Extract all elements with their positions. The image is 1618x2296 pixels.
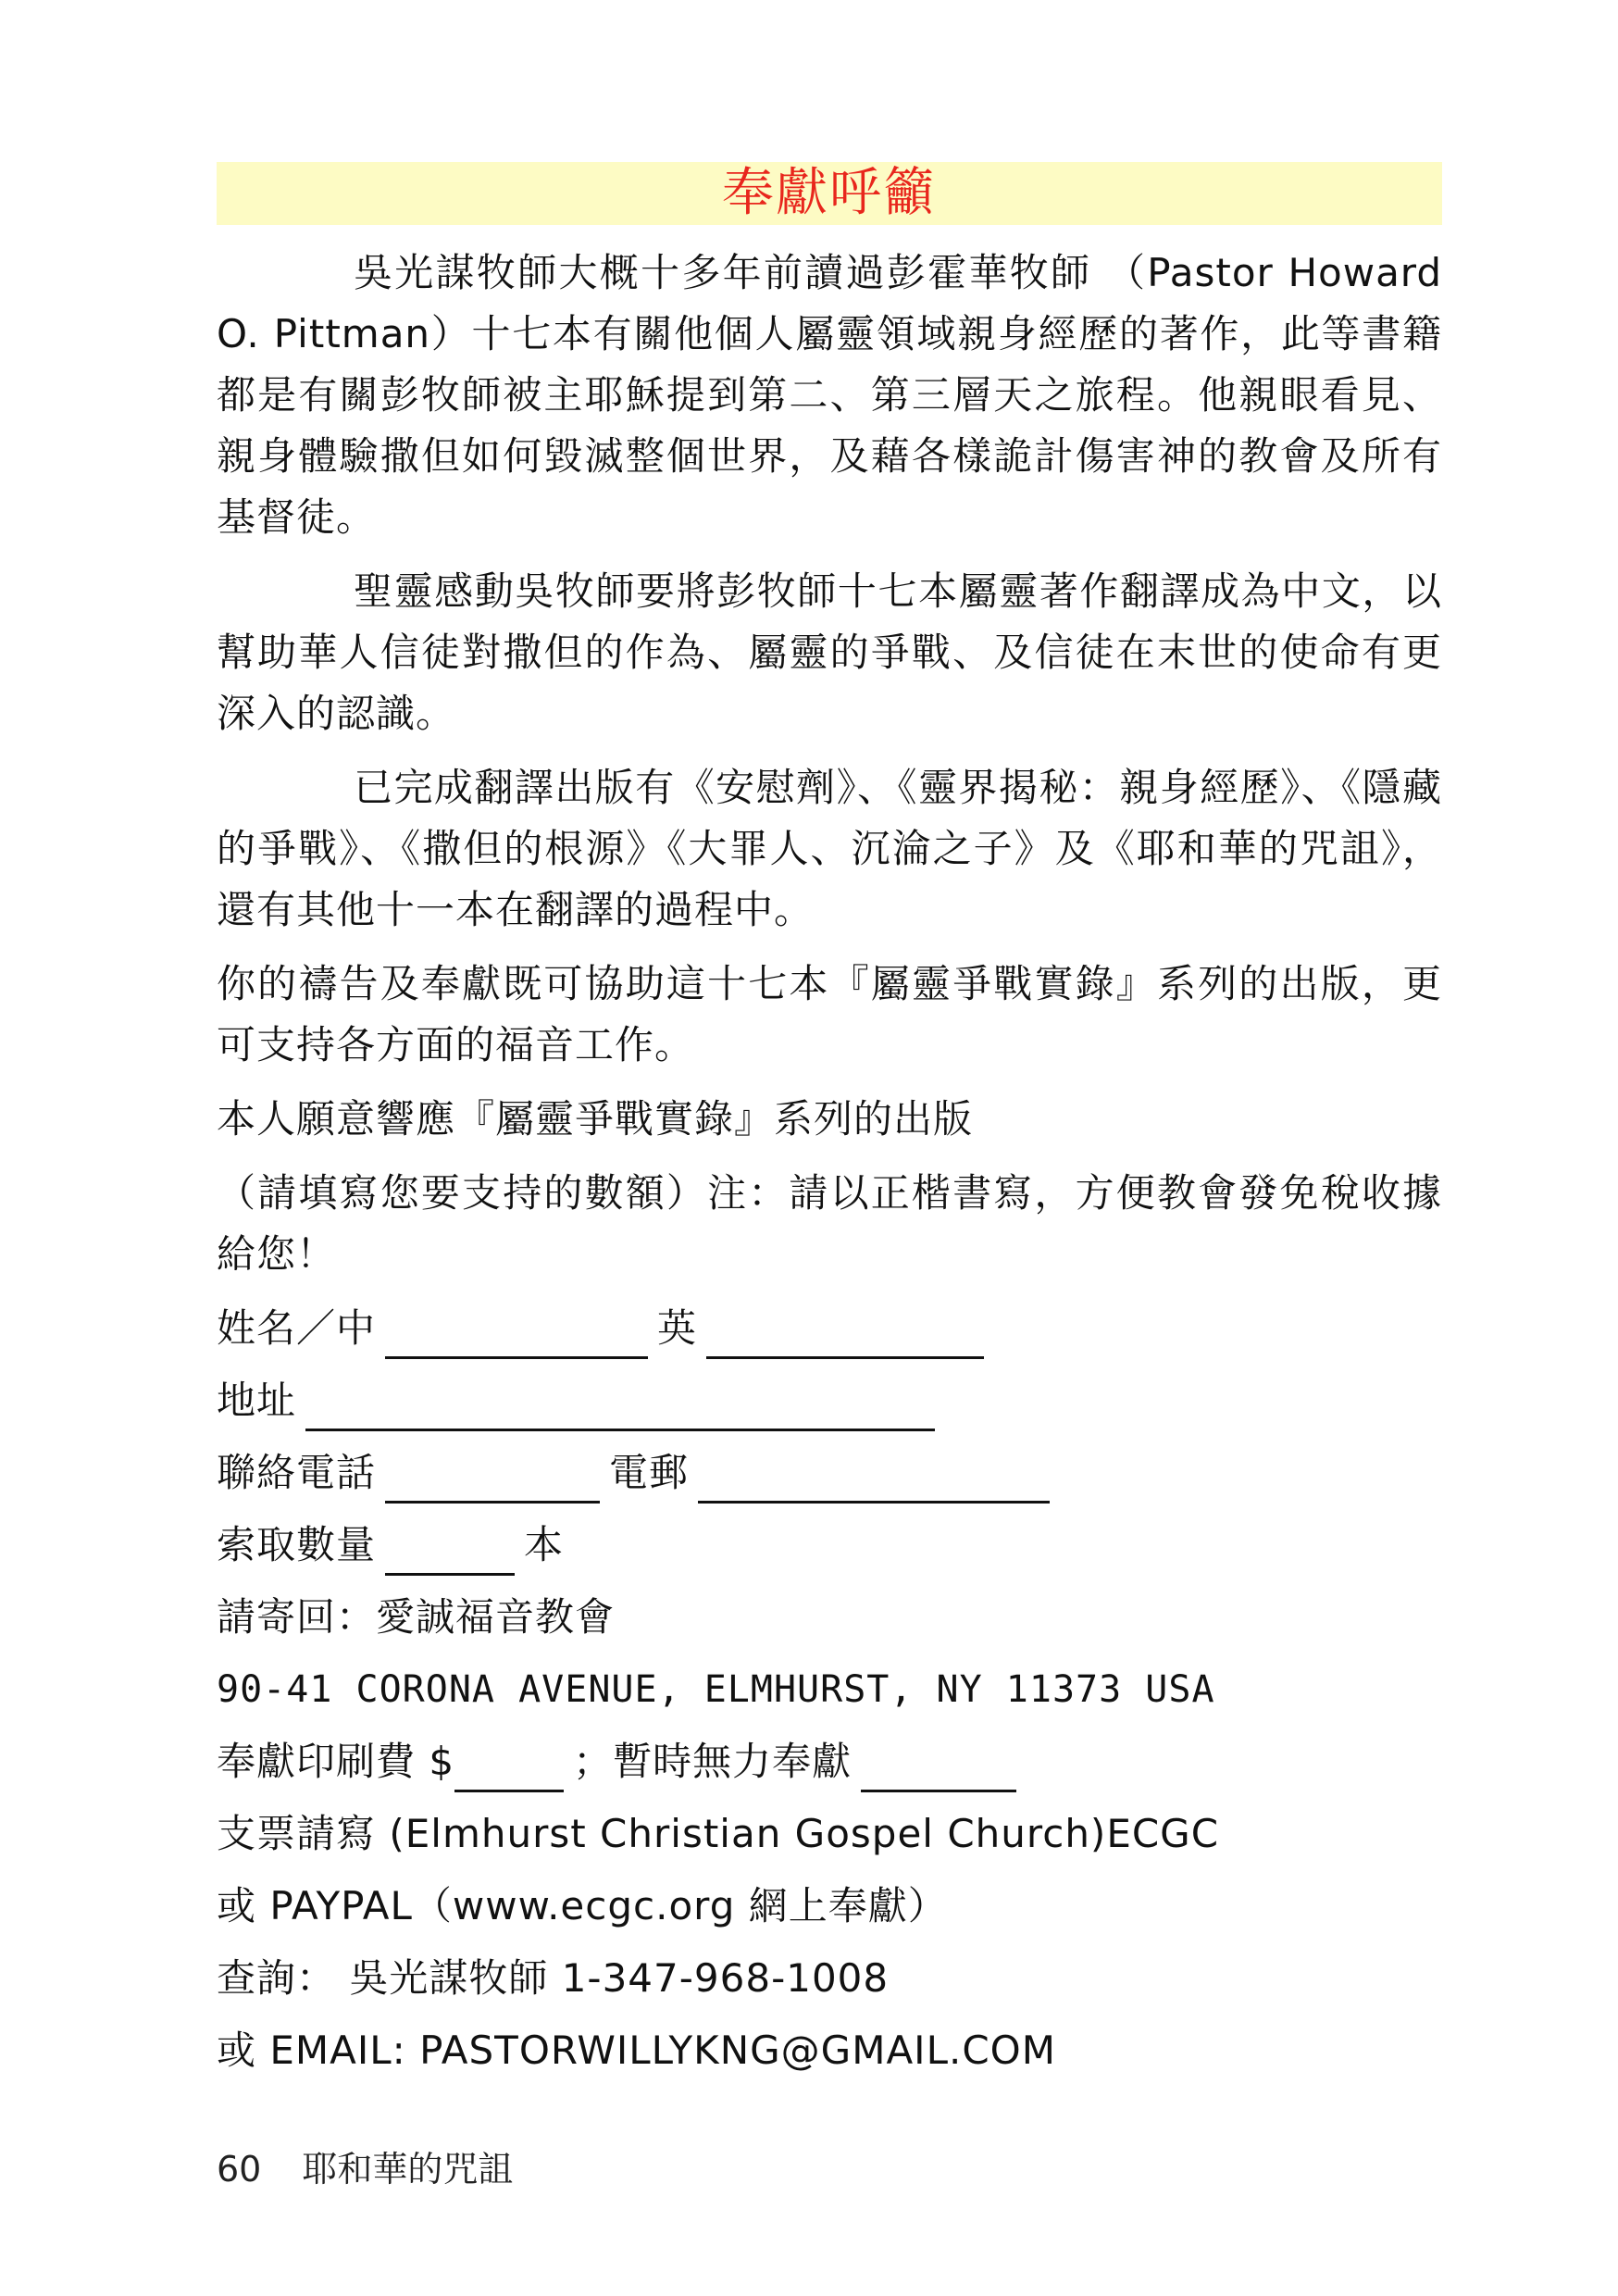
paragraph-published: 已完成翻譯出版有《安慰劑》、《靈界揭秘：親身經歷》、《隱藏的爭戰》、《撒但的根源》《大罪人、沉淪之子》及《耶和華的咒詛》，還有其他十一本在翻譯的過程中。 [217, 765, 1442, 932]
cheque-line [217, 1803, 1442, 1865]
quantity-label: 索取數量 [217, 1522, 377, 1567]
quantity-field[interactable] [385, 1529, 515, 1576]
name-row [217, 1298, 1442, 1359]
printing-fee-label: 奉獻印刷費 $ [217, 1739, 455, 1784]
return-to-text: 請寄回：愛誠福音教會 [217, 1594, 616, 1640]
email-contact-text: 或 EMAIL: PASTORWILLYKNG@GMAIL.COM [217, 2028, 1056, 2073]
name-chinese-field[interactable] [385, 1312, 648, 1359]
address-label: 地址 [217, 1378, 297, 1423]
address-row [217, 1370, 1442, 1431]
mailing-address-text: 90-41 CORONA AVENUE, ELMHURST, NY 11373 USA [217, 1668, 1215, 1711]
email-contact-line [217, 2020, 1442, 2081]
paragraph-translation: 聖靈感動吳牧師要將彭牧師十七本屬靈著作翻譯成為中文，以幫助華人信徒對撒但的作為、屬靈的爭戰、及信徒在末世的使命有更深入的認識。 [217, 568, 1442, 736]
phone-label: 聯絡電話 [217, 1450, 377, 1495]
page-footer [217, 2146, 513, 2192]
email-field[interactable] [698, 1456, 1050, 1504]
paypal-line [217, 1876, 1442, 1937]
inquiry-line [217, 1948, 1442, 2009]
footer-book-title: 耶和華的咒詛 [302, 2149, 514, 2190]
paragraph-appeal: 你的禱告及奉獻既可協助這十七本『屬靈爭戰實錄』系列的出版，更可支持各方面的福音工作。 [217, 961, 1442, 1067]
return-to-line [217, 1587, 1442, 1648]
contact-row [217, 1442, 1442, 1504]
name-english-field[interactable] [706, 1312, 984, 1359]
page-title: 奉獻呼籲 [722, 163, 937, 223]
phone-field[interactable] [385, 1456, 600, 1504]
email-label: 電郵 [609, 1450, 690, 1495]
quantity-unit: 本 [524, 1522, 565, 1567]
printing-fee-row [217, 1731, 1442, 1792]
mailing-address-line [217, 1659, 1442, 1720]
unable-to-give-field[interactable] [861, 1745, 1016, 1792]
paragraph-instructions: （請填寫您要支持的數額）注：請以正楷書寫，方便教會發免稅收據給您！ [217, 1170, 1442, 1277]
paypal-text: 或 PAYPAL（www.ecgc.org 網上奉獻） [217, 1883, 948, 1928]
address-field[interactable] [305, 1384, 935, 1431]
page-number: 60 [217, 2149, 262, 2190]
name-label: 姓名／中 [217, 1305, 377, 1351]
cheque-text: 支票請寫 (Elmhurst Christian Gospel Church)ECGC [217, 1811, 1220, 1856]
inquiry-text: 查詢： 吳光謀牧師 1-347-968-1008 [217, 1955, 890, 2001]
printing-fee-separator: ；暫時無力奉獻 [573, 1739, 853, 1784]
name-en-label: 英 [657, 1305, 698, 1351]
paragraph-response: 本人願意響應『屬靈爭戰實錄』系列的出版 [217, 1096, 974, 1142]
printing-fee-field[interactable] [454, 1745, 564, 1792]
main-content [217, 243, 1442, 2092]
title-banner [217, 162, 1442, 225]
paragraph-intro: 吳光謀牧師大概十多年前讀過彭霍華牧師 （Pastor Howard O. Pittman）十七本有關他個人屬靈領域親身經歷的著作，此等書籍都是有關彭牧師被主耶穌提到第二、第三層天之旅程。他親眼看見、親身體驗撒但如何毀滅整個世界，及藉各樣詭計傷害神的教會及所有基督徒。 [217, 250, 1442, 540]
quantity-row [217, 1515, 1442, 1576]
